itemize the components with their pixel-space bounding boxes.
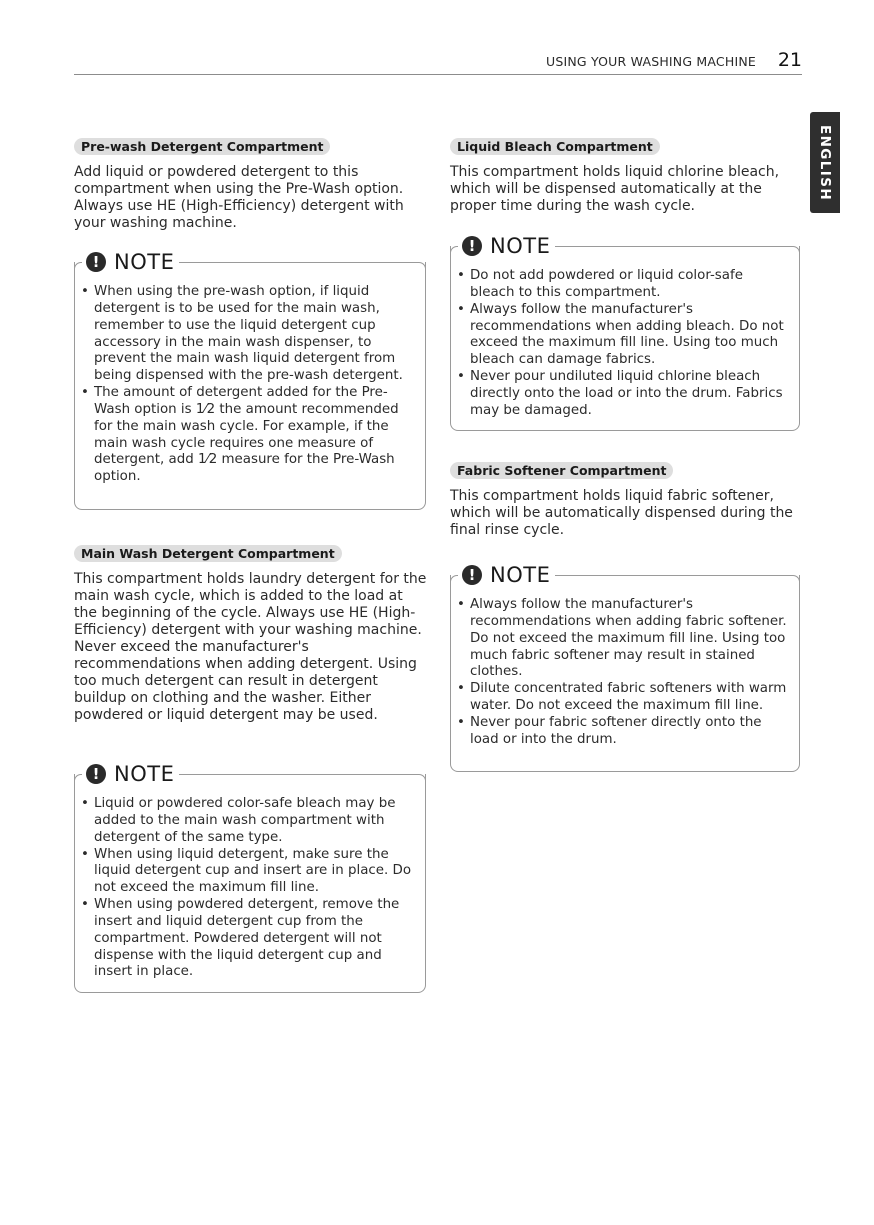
mainwash-body: This compartment holds laundry detergent for the main wash cycle, which is added to the load at the beginning of the cycle. Always use HE (High-Efficiency) detergent with your washing machine. Never exceed the manufacturer's recommendations when adding detergent. Using too much detergent can result in detergent buildup on clothing and the washer. Either powdered or liquid detergent may be used. — [74, 571, 427, 723]
mainwash-note-box — [74, 762, 426, 993]
softener-note-header — [460, 562, 552, 588]
list-item: • When using liquid detergent, make sure the liquid detergent cup and insert are in place. Do not exceed the maximum fill line. — [81, 847, 417, 898]
prewash-note-list — [81, 284, 417, 486]
softener-body: This compartment holds liquid fabric softener, which will be automatically dispensed during the final rinse cycle. — [450, 488, 793, 538]
mainwash-note-list — [81, 796, 417, 981]
softener-note-list — [457, 597, 791, 749]
note-title: NOTE — [114, 762, 175, 786]
softener-heading: Fabric Softener Compartment — [450, 462, 673, 479]
exclamation-circle-icon: ! — [462, 565, 482, 585]
list-item: • Always follow the manufacturer's recommendations when adding fabric softener. Do not exceed the maximum fill line. Using too much fabric softener may result in stained clothes. — [457, 597, 791, 681]
mainwash-heading: Main Wash Detergent Compartment — [74, 545, 342, 562]
note-title: NOTE — [490, 234, 551, 258]
list-item: • Dilute concentrated fabric softeners with warm water. Do not exceed the maximum fill line. — [457, 681, 791, 715]
bleach-body: This compartment holds liquid chlorine bleach, which will be dispensed automatically at the proper time during the wash cycle. — [450, 164, 780, 214]
list-item: • Never pour undiluted liquid chlorine bleach directly onto the load or into the drum. Fabrics may be damaged. — [457, 369, 791, 420]
mainwash-note-header — [84, 761, 176, 787]
list-item: • Always follow the manufacturer's recommendations when adding bleach. Do not exceed the maximum fill line. Using too much bleach can damage fabrics. — [457, 302, 791, 369]
language-tab — [810, 112, 840, 213]
header-title: USING YOUR WASHING MACHINE — [545, 54, 756, 69]
prewash-body: Add liquid or powdered detergent to this compartment when using the Pre-Wash option. Always use HE (High-Efficiency) detergent with your washing machine. — [74, 164, 404, 231]
prewash-heading: Pre-wash Detergent Compartment — [74, 138, 330, 155]
softener-note-box — [450, 563, 800, 772]
bleach-note-box — [450, 234, 800, 431]
exclamation-circle-icon: ! — [86, 764, 106, 784]
list-item: • The amount of detergent added for the Pre-Wash option is 1⁄2 the amount recommended for the main wash cycle. For example, if the main wash cycle requires one measure of detergent, add 1⁄2 measure for the Pre-Wash option. — [81, 385, 417, 486]
page-number: 21 — [777, 49, 802, 71]
bleach-note-header — [460, 233, 552, 259]
exclamation-circle-icon: ! — [462, 236, 482, 256]
list-item: • Never pour fabric softener directly onto the load or into the drum. — [457, 715, 791, 749]
bleach-heading: Liquid Bleach Compartment — [450, 138, 660, 155]
note-title: NOTE — [114, 250, 175, 274]
list-item: • Liquid or powdered color-safe bleach may be added to the main wash compartment with detergent of the same type. — [81, 796, 417, 847]
note-title: NOTE — [490, 563, 551, 587]
list-item: • When using the pre-wash option, if liquid detergent is to be used for the main wash, remember to use the liquid detergent cup accessory in the main wash dispenser, to prevent the main wash liquid detergent from being dispensed with the pre-wash detergent. — [81, 284, 417, 385]
bleach-note-list — [457, 268, 791, 420]
page-header — [74, 48, 802, 75]
prewash-note-header — [84, 249, 176, 275]
list-item: • Do not add powdered or liquid color-safe bleach to this compartment. — [457, 268, 791, 302]
list-item: • When using powdered detergent, remove the insert and liquid detergent cup from the compartment. Powdered detergent will not dispense with the liquid detergent cup and insert in place. — [81, 897, 417, 981]
prewash-note-box — [74, 250, 426, 510]
language-tab-label: ENGLISH — [817, 124, 833, 201]
exclamation-circle-icon: ! — [86, 252, 106, 272]
